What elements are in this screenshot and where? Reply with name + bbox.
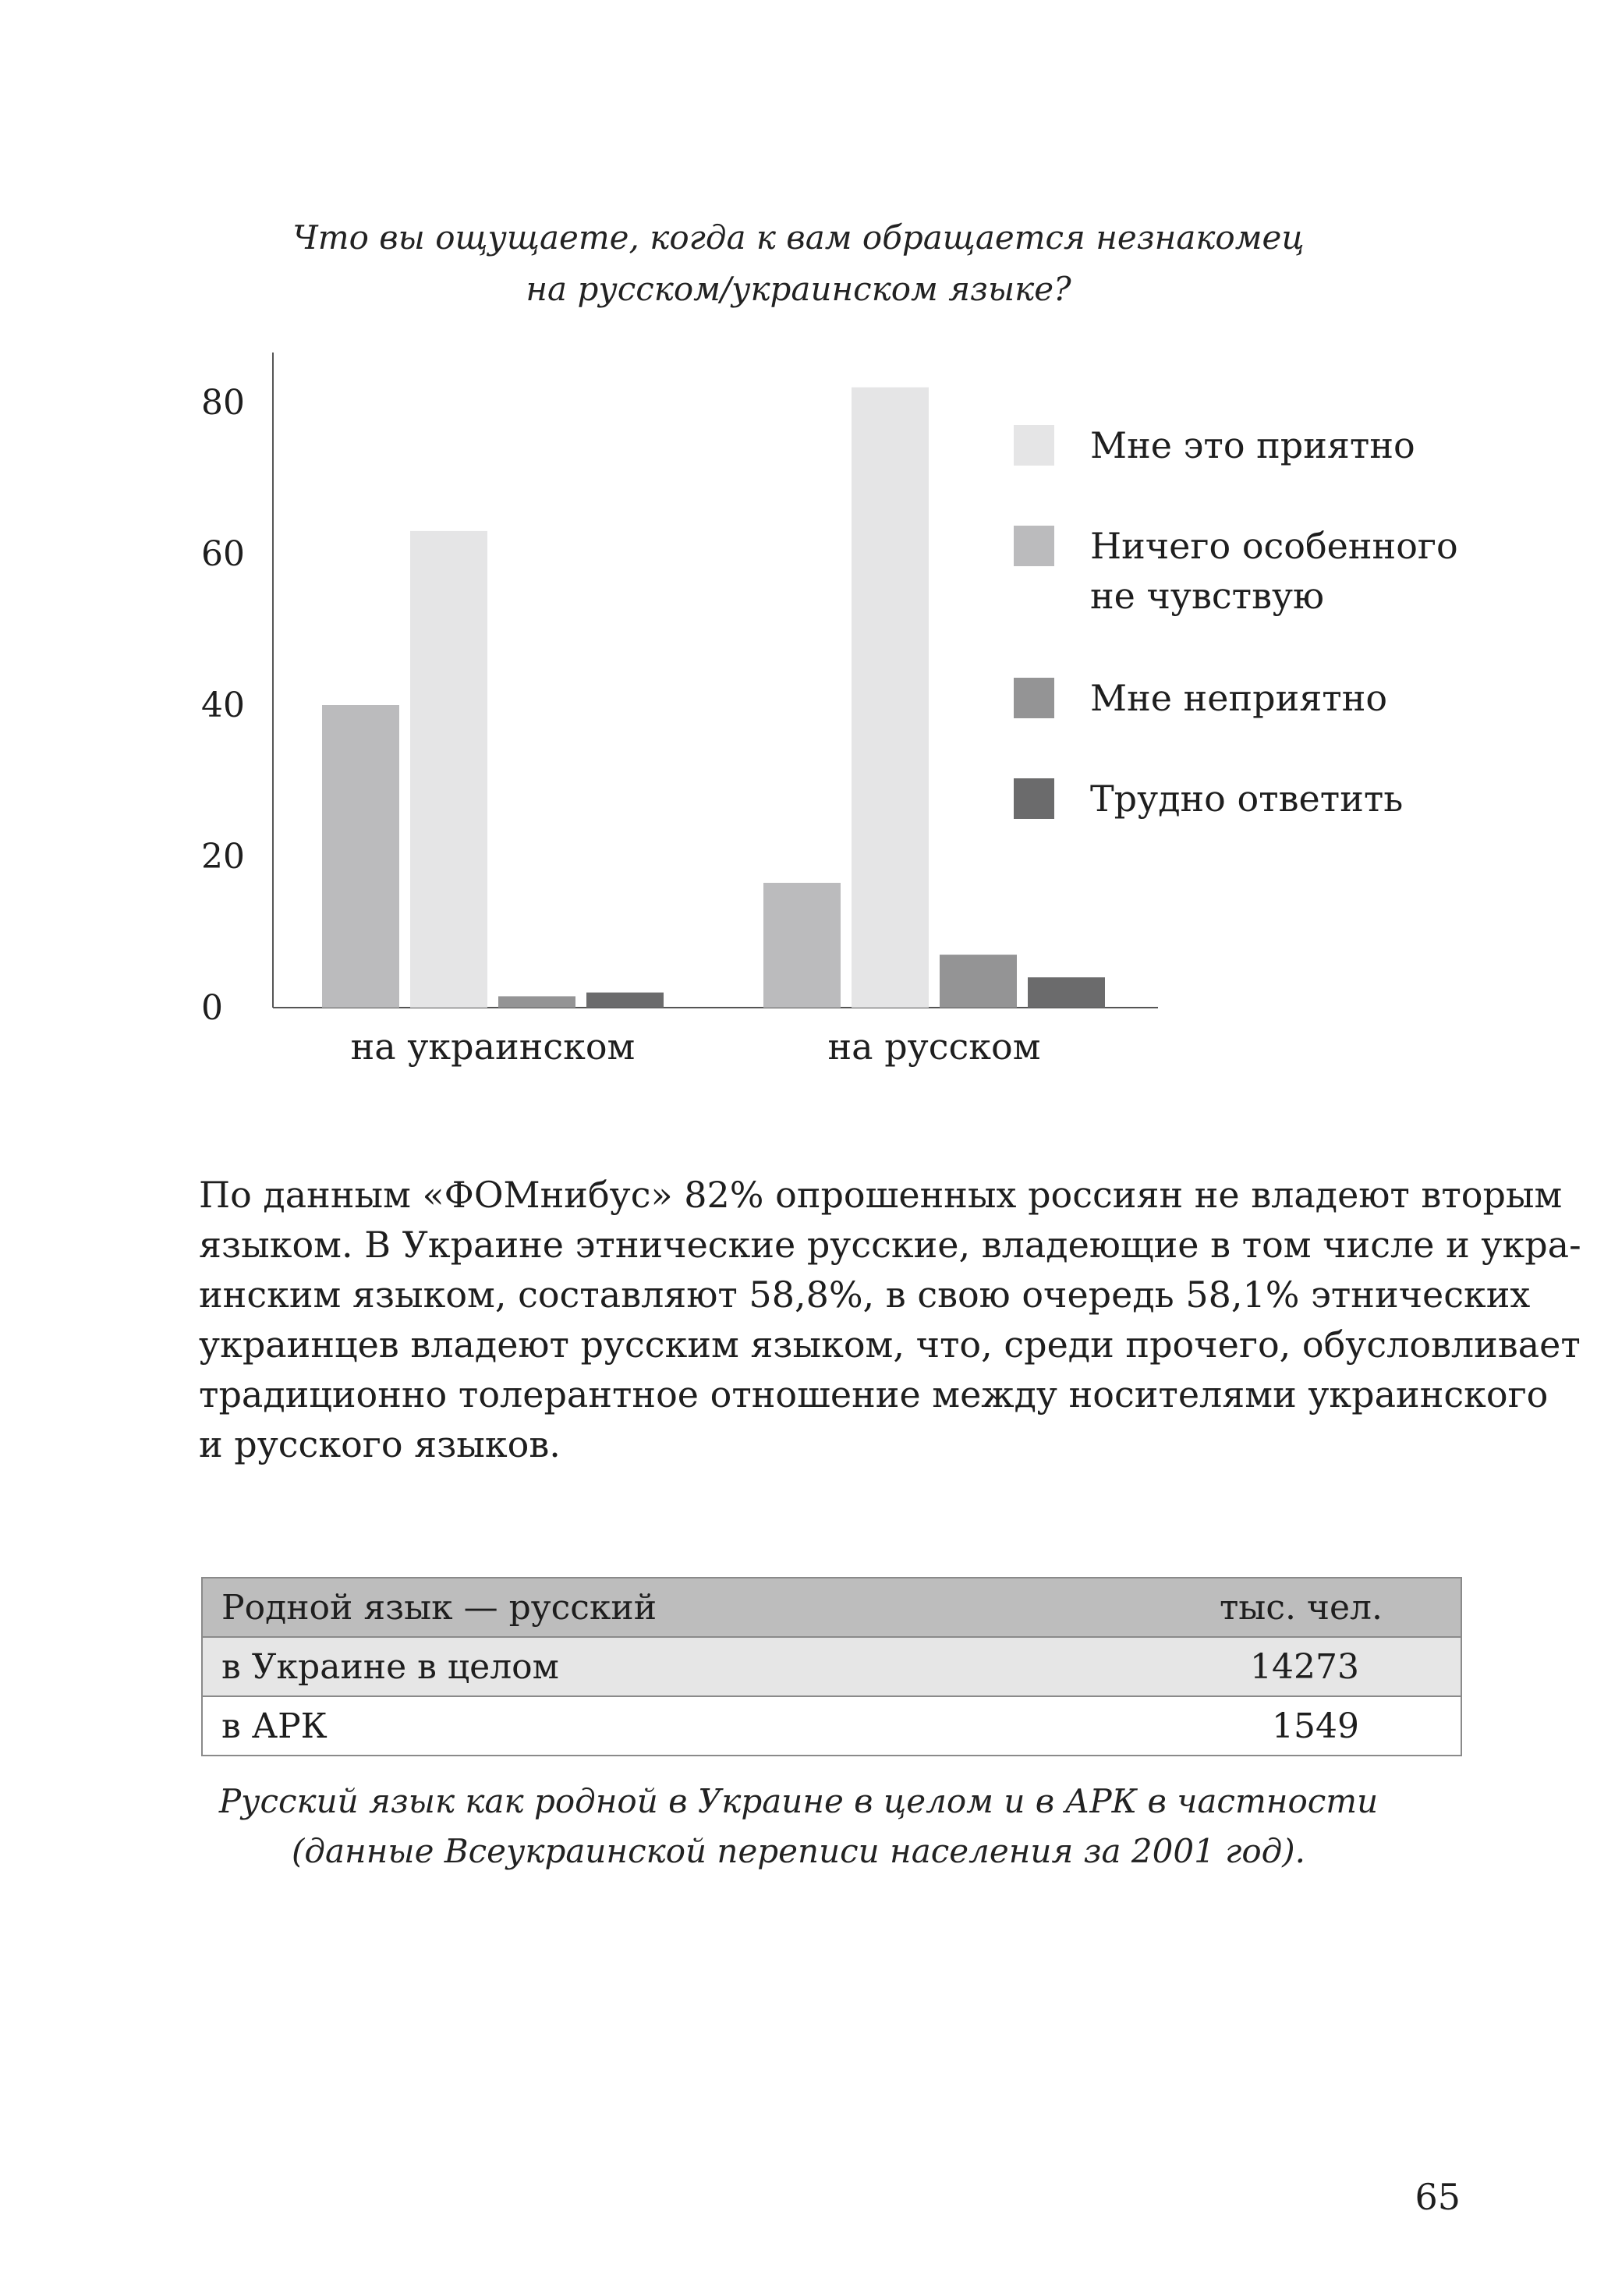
legend-swatch bbox=[1014, 778, 1054, 819]
y-tick-label: 20 bbox=[201, 837, 245, 877]
table-cell-value: 1549 bbox=[1015, 1696, 1461, 1756]
table-header-unit: тыс. чел. bbox=[1015, 1578, 1461, 1637]
y-tick-label: 0 bbox=[201, 988, 223, 1028]
table-cell-value: 14273 bbox=[1015, 1637, 1461, 1696]
bar bbox=[1028, 977, 1105, 1008]
paragraph-line: инским языком, составляют 58,8%, в свою очередь 58,1% этнических bbox=[199, 1274, 1531, 1316]
table-row bbox=[202, 1637, 1461, 1696]
legend-swatch bbox=[1014, 678, 1054, 718]
paragraph-line: По данным «ФОМнибус» 82% опрошенных россиян не владеют вторым bbox=[199, 1174, 1563, 1216]
native-language-table bbox=[201, 1577, 1462, 1756]
body-paragraph bbox=[199, 1170, 1581, 1469]
bar bbox=[586, 993, 664, 1008]
bar bbox=[498, 996, 575, 1008]
table-cell-label: в АРК bbox=[202, 1696, 1015, 1756]
y-tick-label: 40 bbox=[201, 686, 245, 725]
table-row bbox=[202, 1696, 1461, 1756]
legend-swatch bbox=[1014, 526, 1054, 566]
table-header-label: Родной язык — русский bbox=[202, 1578, 1015, 1637]
y-tick-label: 60 bbox=[201, 534, 245, 574]
legend-swatch bbox=[1014, 425, 1054, 466]
x-category-label: на украинском bbox=[350, 1026, 636, 1068]
caption-line: (данные Всеукраинской переписи населения за 2001 год). bbox=[291, 1832, 1306, 1870]
bar bbox=[763, 883, 841, 1008]
table-cell-label: в Украине в целом bbox=[202, 1637, 1015, 1696]
x-category-label: на русском bbox=[827, 1026, 1041, 1068]
bar bbox=[322, 705, 399, 1008]
caption-line: Русский язык как родной в Украине в целом и в АРК в частности bbox=[218, 1782, 1379, 1820]
legend-label: Мне неприятно bbox=[1090, 677, 1388, 719]
bar-chart bbox=[0, 0, 1597, 1107]
paragraph-line: традиционно толерантное отношение между носителями украинского bbox=[199, 1373, 1549, 1416]
y-tick-label: 80 bbox=[201, 383, 245, 423]
chart-title-line: Что вы ощущаете, когда к вам обращается незнакомец bbox=[292, 218, 1305, 257]
bar bbox=[410, 531, 487, 1008]
table-header-row bbox=[202, 1578, 1461, 1637]
paragraph-line: и русского языков. bbox=[199, 1423, 561, 1465]
legend-label: Трудно ответить bbox=[1090, 778, 1404, 820]
bar bbox=[852, 388, 929, 1008]
legend-label: Мне это приятно bbox=[1090, 424, 1415, 466]
paragraph-line: украинцев владеют русским языком, что, среди прочего, обусловливает bbox=[199, 1323, 1581, 1366]
legend-label: Ничего особенного bbox=[1090, 525, 1458, 567]
page-number: 65 bbox=[1415, 2176, 1461, 2218]
legend-label: не чувствую bbox=[1090, 575, 1325, 617]
bar bbox=[940, 955, 1017, 1008]
table-caption bbox=[0, 1777, 1597, 1876]
paragraph-line: языком. В Украине этнические русские, владеющие в том числе и укра- bbox=[199, 1224, 1581, 1266]
chart-title-line: на русском/украинском языке? bbox=[526, 270, 1071, 308]
